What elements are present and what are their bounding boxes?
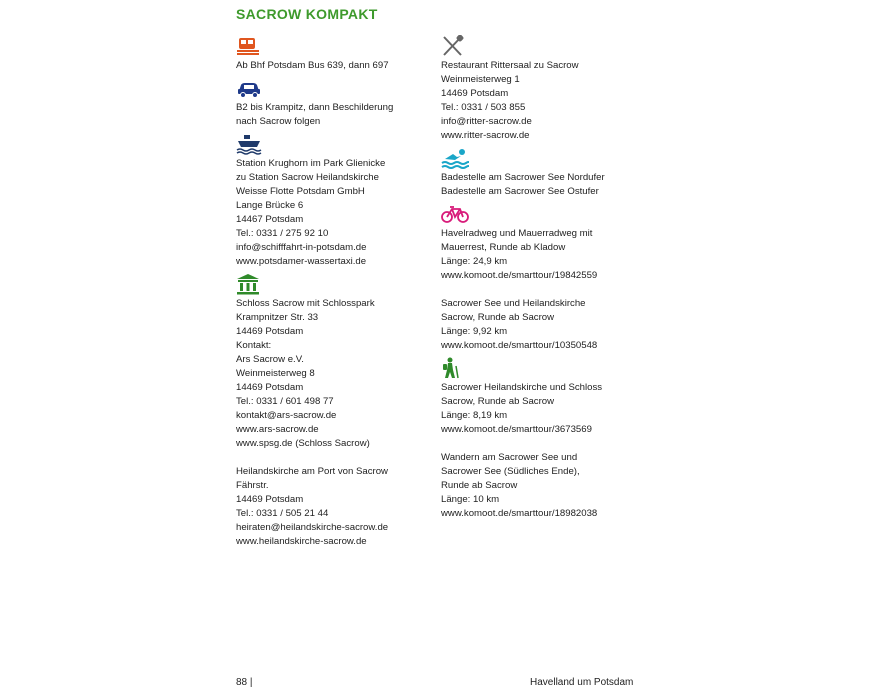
bike1-text-1: Havelradweg und Mauerradweg mit — [441, 228, 593, 239]
boat-text-3: Weisse Flotte Potsdam GmbH — [236, 186, 365, 197]
restaurant-section — [441, 35, 671, 143]
swim-text-1: Badestelle am Sacrower See Nordufer — [441, 172, 605, 183]
boat-text-6: Tel.: 0331 / 275 92 10 — [236, 228, 329, 239]
boat-section — [236, 133, 446, 269]
church-text-5: heiraten@heilandskirche-sacrow.de — [236, 522, 389, 533]
bicycle-icon — [441, 203, 467, 227]
museum-text-6: Weinmeisterweg 8 — [236, 368, 315, 379]
museum-text-3: 14469 Potsdam — [236, 326, 304, 337]
church-text-2: Fährstr. — [236, 480, 269, 491]
church-text-3: 14469 Potsdam — [236, 494, 304, 505]
museum-section — [236, 273, 446, 451]
hike2-text-1: Wandern am Sacrower See und — [441, 452, 578, 463]
bike-section — [441, 203, 671, 353]
museum-text-2: Krampnitzer Str. 33 — [236, 312, 319, 323]
restaurant-icon — [441, 35, 467, 59]
bike2-link[interactable]: www.komoot.de/smarttour/10350548 — [441, 340, 598, 351]
restaurant-text-6: www.ritter-sacrow.de — [441, 130, 530, 141]
bike2-text-3: Länge: 9,92 km — [441, 326, 508, 337]
church-text-1: Heilandskirche am Port von Sacrow — [236, 466, 388, 477]
bike1-text-3: Länge: 24,9 km — [441, 256, 508, 267]
museum-text-10: www.ars-sacrow.de — [236, 424, 319, 435]
boat-text-5: 14467 Potsdam — [236, 214, 304, 225]
train-icon — [236, 35, 262, 59]
bike1-text-2: Mauerrest, Runde ab Kladow — [441, 242, 566, 253]
museum-text-1: Schloss Sacrow mit Schlosspark — [236, 298, 375, 309]
boat-text-8: www.potsdamer-wassertaxi.de — [236, 256, 367, 267]
hike1-link[interactable]: www.komoot.de/smarttour/3673569 — [441, 424, 592, 435]
museum-text-7: 14469 Potsdam — [236, 382, 304, 393]
restaurant-text-3: 14469 Potsdam — [441, 88, 509, 99]
hike1-text-3: Länge: 8,19 km — [441, 410, 508, 421]
bike2-text-1: Sacrower See und Heilandskirche — [441, 298, 586, 309]
swim-section — [441, 147, 671, 199]
boat-text-4: Lange Brücke 6 — [236, 200, 304, 211]
bike2-text-2: Sacrow, Runde ab Sacrow — [441, 312, 555, 323]
museum-icon — [236, 273, 262, 297]
page-number: 88 | — [236, 677, 253, 688]
hike2-text-4: Länge: 10 km — [441, 494, 500, 505]
hike2-text-2: Sacrower See (Südliches Ende), — [441, 466, 580, 477]
boat-text-2: zu Station Sacrow Heilandskirche — [236, 172, 379, 183]
car-section — [236, 77, 446, 129]
section-title: Havelland um Potsdam — [530, 677, 634, 688]
right-column — [441, 35, 671, 521]
museum-text-11: www.spsg.de (Schloss Sacrow) — [236, 438, 370, 449]
boat-text-7: info@schifffahrt-in-potsdam.de — [236, 242, 367, 253]
museum-text-4: Kontakt: — [236, 340, 272, 351]
museum-text-9: kontakt@ars-sacrow.de — [236, 410, 337, 421]
boat-text-1: Station Krughorn im Park Glienicke — [236, 158, 386, 169]
train-section — [236, 35, 446, 73]
hike1-text-2: Sacrow, Runde ab Sacrow — [441, 396, 555, 407]
left-column — [236, 35, 446, 549]
car-text-2: nach Sacrow folgen — [236, 116, 321, 127]
hike-section — [441, 357, 671, 521]
museum-text-5: Ars Sacrow e.V. — [236, 354, 304, 365]
hike1-text-1: Sacrower Heilandskirche und Schloss — [441, 382, 603, 393]
car-icon — [236, 77, 262, 101]
page-title: SACROW KOMPAKT — [236, 6, 378, 22]
train-text: Ab Bhf Potsdam Bus 639, dann 697 — [236, 60, 389, 71]
restaurant-text-2: Weinmeisterweg 1 — [441, 74, 520, 85]
bike1-link[interactable]: www.komoot.de/smarttour/19842559 — [441, 270, 598, 281]
hike2-text-3: Runde ab Sacrow — [441, 480, 518, 491]
church-text-6: www.heilandskirche-sacrow.de — [236, 536, 367, 547]
hiking-icon — [441, 357, 467, 381]
car-text-1: B2 bis Krampitz, dann Beschilderung — [236, 102, 394, 113]
restaurant-text-1: Restaurant Rittersaal zu Sacrow — [441, 60, 579, 71]
museum-text-8: Tel.: 0331 / 601 498 77 — [236, 396, 334, 407]
swim-text-2: Badestelle am Sacrower See Ostufer — [441, 186, 599, 197]
church-section — [236, 465, 446, 549]
restaurant-text-5: info@ritter-sacrow.de — [441, 116, 532, 127]
swimming-icon — [441, 147, 467, 171]
church-text-4: Tel.: 0331 / 505 21 44 — [236, 508, 329, 519]
boat-icon — [236, 133, 262, 157]
hike2-link[interactable]: www.komoot.de/smarttour/18982038 — [441, 508, 598, 519]
restaurant-text-4: Tel.: 0331 / 503 855 — [441, 102, 526, 113]
